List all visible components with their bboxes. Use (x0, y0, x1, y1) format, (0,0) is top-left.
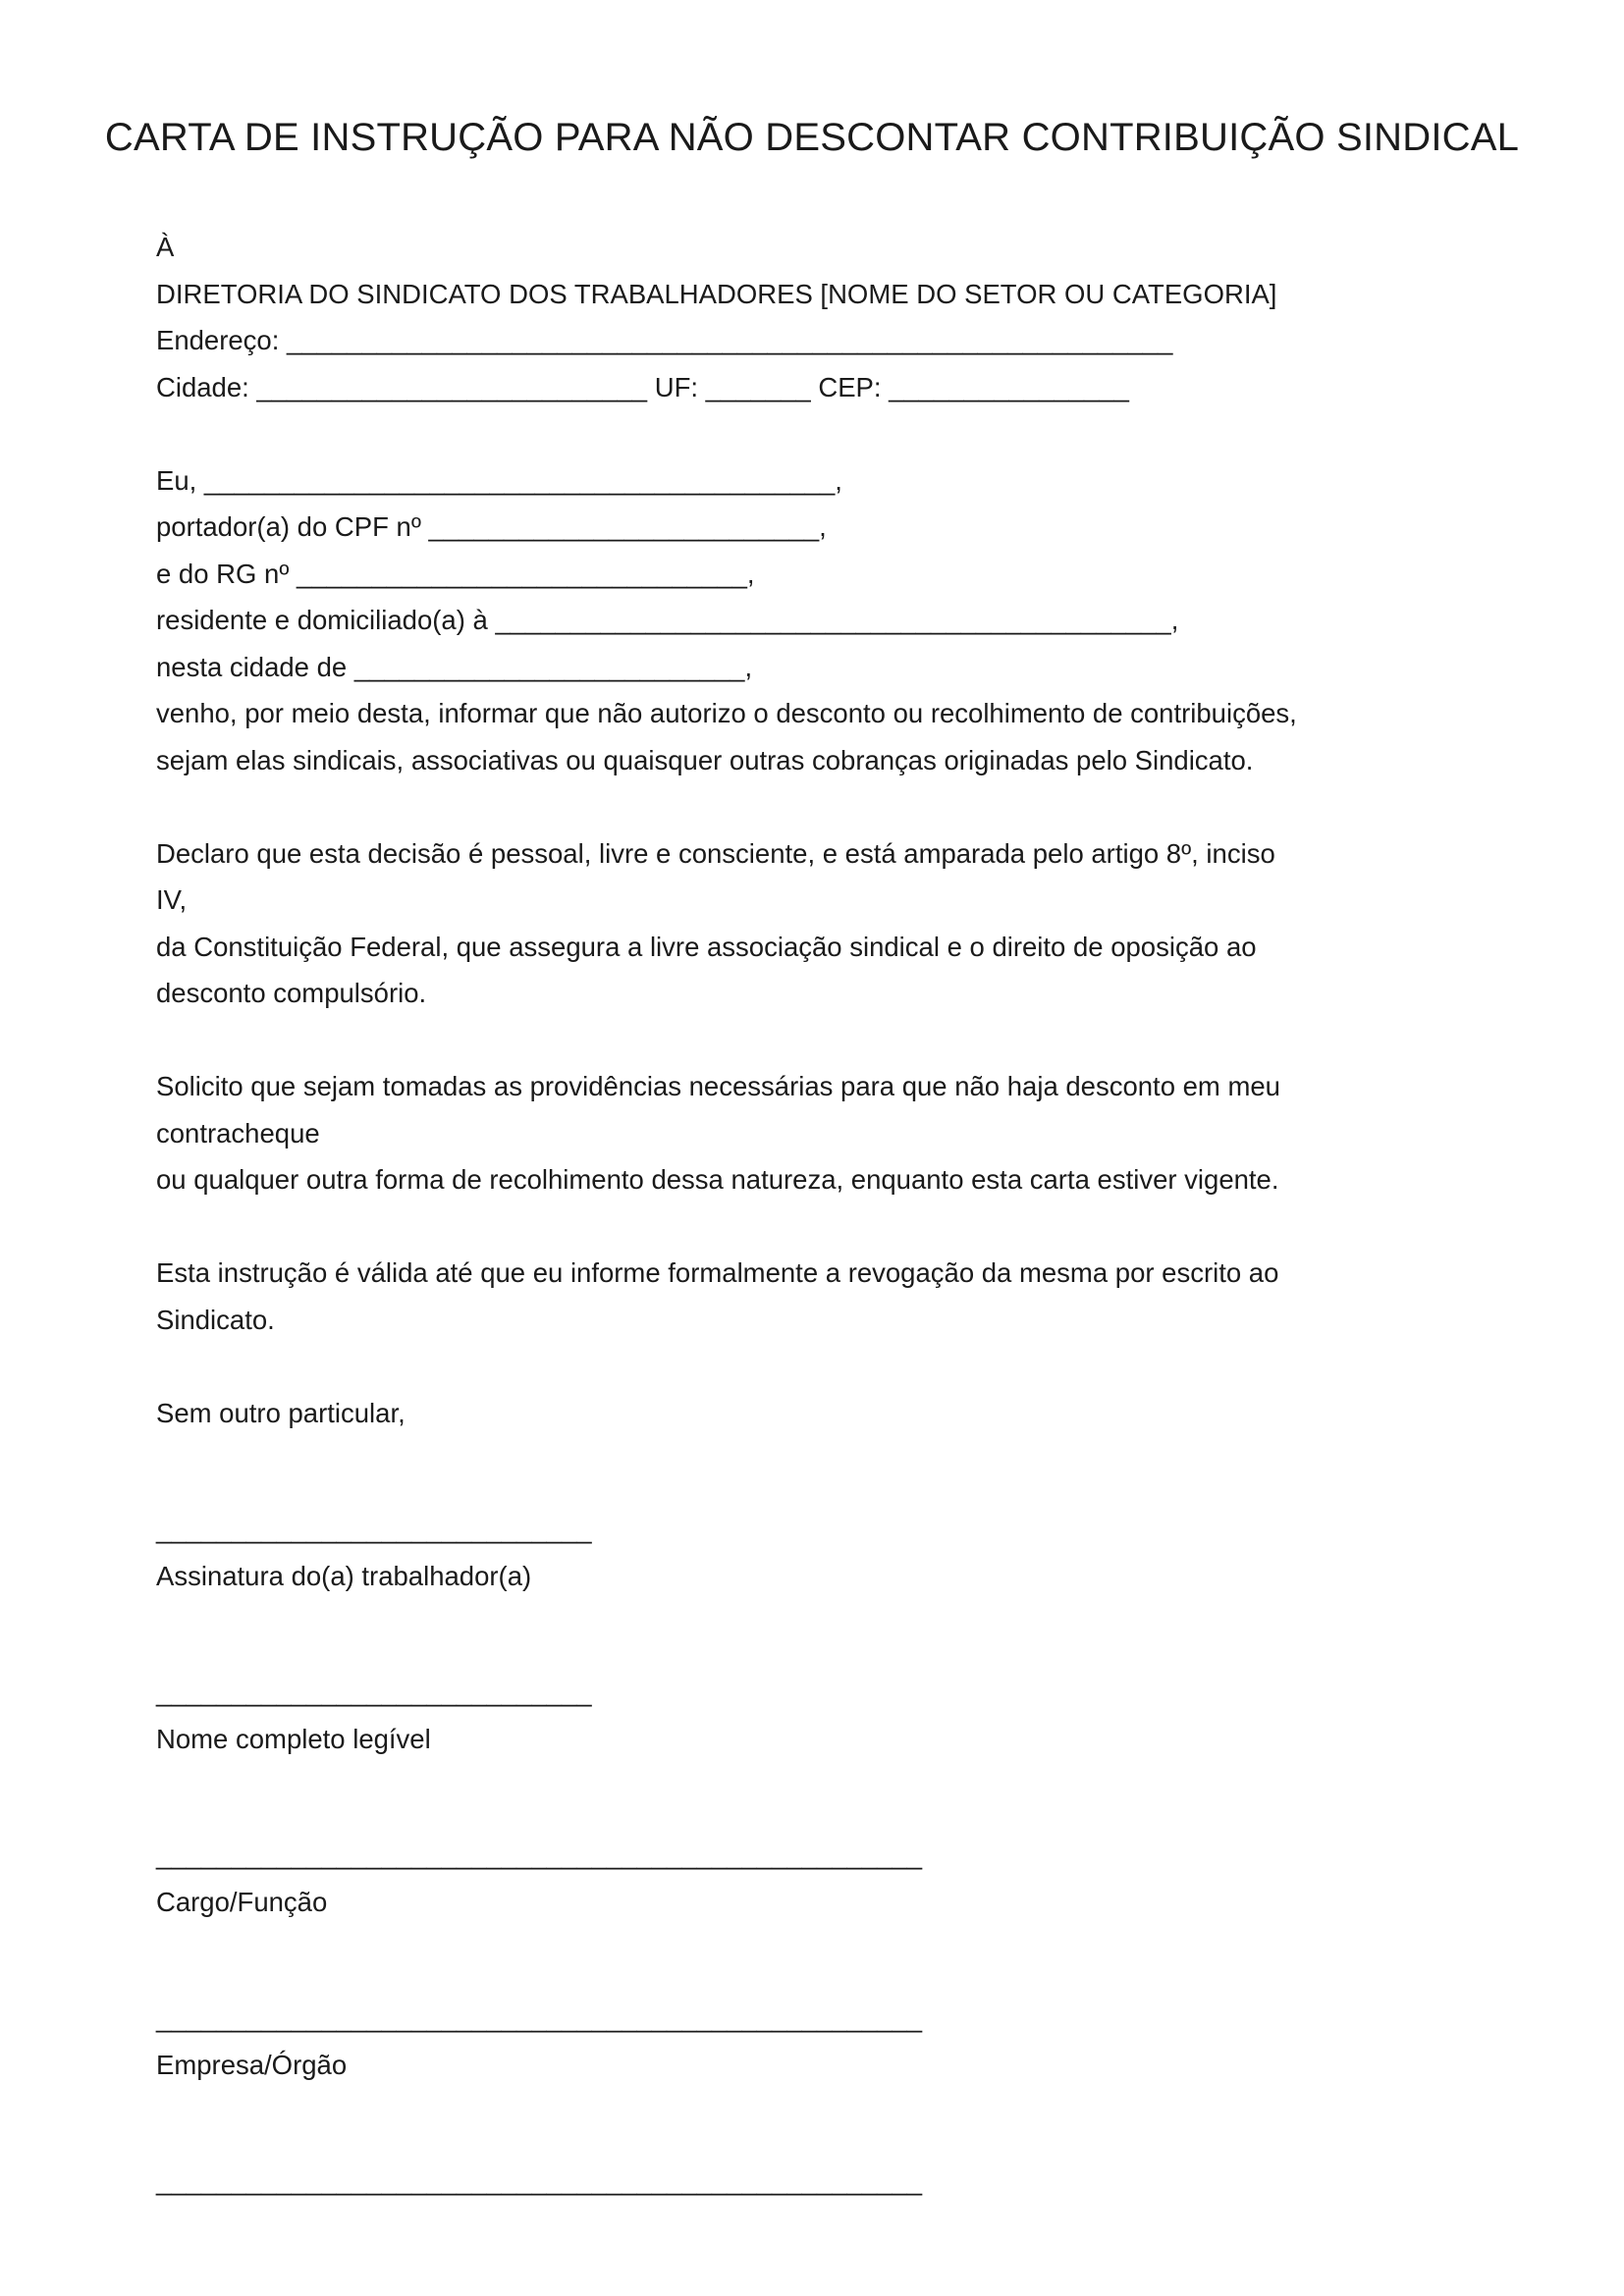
name-field: Eu, __________________________________________, (156, 464, 842, 496)
final-blank-line: ___________________________________________________ (156, 2165, 923, 2196)
recipient-line: DIRETORIA DO SINDICATO DOS TRABALHADORES [NOME DO SETOR OU CATEGORIA] (156, 278, 1277, 309)
full-name-line: _____________________________ (156, 1677, 592, 1707)
role-label: Cargo/Função (156, 1886, 328, 1917)
signature-label: Assinatura do(a) trabalhador(a) (156, 1560, 532, 1591)
company-label: Empresa/Órgão (156, 2049, 348, 2080)
solicito-line-2: contracheque (156, 1117, 320, 1148)
city-state-zip-field: Cidade: __________________________ UF: _______ CEP: ________________ (156, 371, 1129, 402)
declaro-line-2: IV, (156, 884, 188, 915)
document-title: CARTA DE INSTRUÇÃO PARA NÃO DESCONTAR CONTRIBUIÇÃO SINDICAL (104, 116, 1520, 159)
rg-field: e do RG nº ______________________________, (156, 558, 755, 589)
declaration-line-2: sejam elas sindicais, associativas ou quaisquer outras cobranças originadas pelo Sindicato. (156, 744, 1254, 775)
declaration-line-1: venho, por meio desta, informar que não autorizo o desconto ou recolhimento de contribuições, (156, 698, 1297, 728)
solicito-line-3: ou qualquer outra forma de recolhimento dessa natureza, enquanto esta carta estiver vigente. (156, 1164, 1279, 1195)
declaro-line-1: Declaro que esta decisão é pessoal, livre e consciente, e está amparada pelo artigo 8º, inciso (156, 837, 1275, 869)
cpf-field: portador(a) do CPF nº __________________________, (156, 511, 827, 542)
signature-line: _____________________________ (156, 1514, 592, 1544)
full-name-label: Nome completo legível (156, 1723, 431, 1754)
city-field: nesta cidade de __________________________, (156, 651, 753, 682)
residence-field: residente e domiciliado(a) à _____________________________________________, (156, 605, 1179, 635)
role-line: ___________________________________________________ (156, 1840, 923, 1870)
letter-body (156, 224, 1531, 2205)
validade-line-2: Sindicato. (156, 1304, 275, 1335)
validade-line-1: Esta instrução é válida até que eu informe formalmente a revogação da mesma por escrito ao (156, 1257, 1279, 1288)
address-field: Endereço: ___________________________________________________________ (156, 325, 1173, 355)
salutation-to: À (156, 232, 175, 262)
company-line: ___________________________________________________ (156, 2002, 923, 2033)
solicito-line-1: Solicito que sejam tomadas as providências necessárias para que não haja desconto em meu (156, 1071, 1280, 1101)
closing-line: Sem outro particular, (156, 1397, 406, 1428)
declaro-line-4: desconto compulsório. (156, 978, 427, 1008)
declaro-line-3: da Constituição Federal, que assegura a livre associação sindical e o direito de oposição ao (156, 931, 1257, 962)
